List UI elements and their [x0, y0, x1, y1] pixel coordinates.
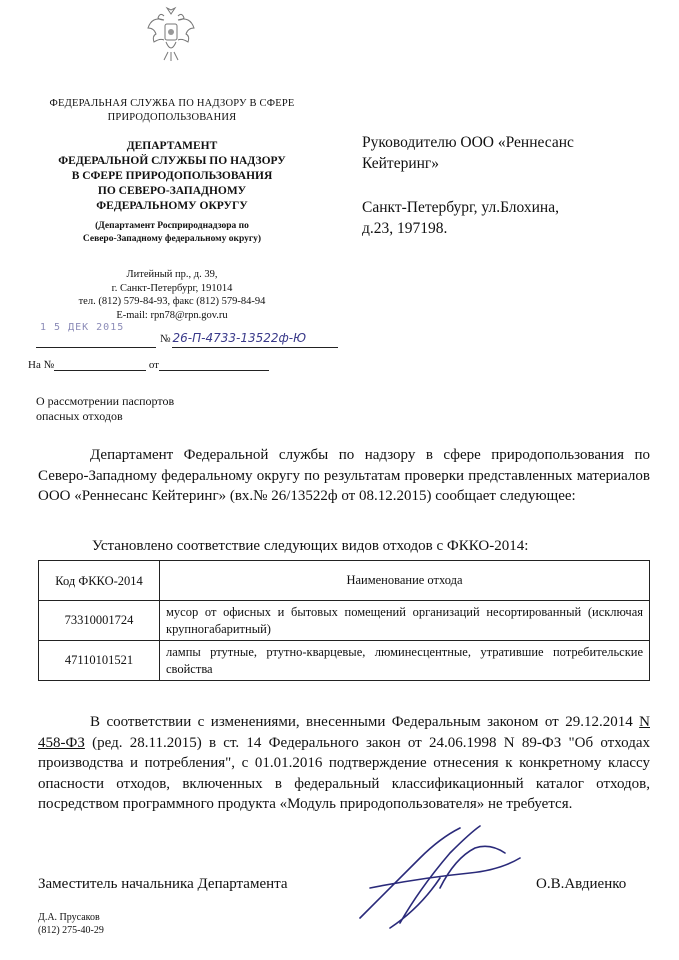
paragraph-text: В соответствии с изменениями, внесенными Федеральным законом от 29.12.2014 — [90, 714, 640, 730]
department-line: ФЕДЕРАЛЬНОМУ ОКРУГУ — [96, 200, 248, 212]
outgoing-number — [160, 331, 306, 345]
department-line: ДЕПАРТАМЕНТ — [126, 140, 218, 152]
reference-number-label: На № — [28, 359, 55, 371]
address-line: Литейный пр., д. 39, — [126, 269, 218, 280]
department-address — [22, 268, 322, 322]
address-line: тел. (812) 579-84-93, факс (812) 579-84-94 — [78, 296, 266, 307]
address-line: E-mail: rpn78@rpn.gov.ru — [116, 309, 228, 321]
waste-table — [38, 560, 650, 681]
reference-date-label: от — [148, 359, 159, 371]
recipient-line: Кейтеринг» — [362, 155, 440, 172]
header-code: Код ФККО-2014 — [39, 561, 160, 601]
letter-subject — [36, 394, 174, 424]
table-row — [39, 601, 650, 641]
recipient-block — [362, 132, 662, 239]
department-short-line: Северо-Западному федеральному округу) — [82, 234, 262, 244]
subject-line: О рассмотрении паспортов — [36, 394, 175, 408]
law-link[interactable]: N 458-ФЗ — [38, 714, 650, 751]
agency-name — [22, 97, 322, 125]
department-name — [22, 139, 322, 214]
established-statement: Установлено соответствие следующих видов отходов с ФККО-2014: — [92, 538, 529, 554]
table-header-row — [39, 561, 650, 601]
recipient-address-line: д.23, 197198. — [362, 220, 448, 237]
handwritten-number: 26-П-4733-13522ф-Ю — [172, 331, 307, 345]
reference-line — [28, 359, 269, 371]
signer-name: О.В.Авдиенко — [536, 876, 627, 892]
subject-line: опасных отходов — [36, 409, 123, 423]
agency-line: ПРИРОДОПОЛЬЗОВАНИЯ — [107, 112, 237, 123]
executor-name: Д.А. Прусаков — [38, 912, 100, 923]
waste-code: 73310001724 — [39, 601, 160, 641]
department-short-line: (Департамент Росприроднадзора по — [95, 221, 249, 231]
table-row — [39, 641, 650, 681]
body-paragraph: Департамент Федеральной службы по надзору в сфере природопользования по Северо-Западному федеральному округу по результатам проверки представленных материалов ООО «Реннесанс Кейтеринг» (вх.№ 26/13522ф от 08.12.2015) сообщает следующее: — [38, 447, 650, 504]
waste-code: 47110101521 — [39, 641, 160, 681]
header-name: Наименование отхода — [160, 561, 650, 601]
number-underline — [172, 347, 338, 348]
executor-phone: (812) 275-40-29 — [38, 924, 104, 936]
recipient-address-line: Санкт-Петербург, ул.Блохина, — [362, 199, 559, 216]
reference-date-blank — [159, 359, 269, 371]
number-label: № — [160, 333, 171, 345]
agency-line: ФЕДЕРАЛЬНАЯ СЛУЖБА ПО НАДЗОРУ В СФЕРЕ — [49, 98, 295, 109]
reference-number-blank — [54, 359, 146, 371]
date-stamp: 1 5 ДЕК 2015 — [40, 322, 125, 333]
signer-position: Заместитель начальника Департамента — [38, 876, 288, 892]
executor-info — [38, 912, 104, 937]
department-line: ПО СЕВЕРО-ЗАПАДНОМУ — [97, 185, 247, 197]
russian-coat-of-arms-icon — [146, 6, 196, 62]
department-short-name — [22, 220, 322, 246]
waste-name: мусор от офисных и бытовых помещений организаций несортированный (исключая крупногабаритный) — [160, 601, 650, 641]
department-line: В СФЕРЕ ПРИРОДОПОЛЬЗОВАНИЯ — [71, 170, 273, 182]
body-paragraph — [38, 712, 650, 815]
handwritten-signature — [330, 818, 540, 938]
recipient-line: Руководителю ООО «Реннесанс — [362, 134, 574, 151]
department-line: ФЕДЕРАЛЬНОЙ СЛУЖБЫ ПО НАДЗОРУ — [58, 155, 286, 167]
date-underline — [36, 347, 156, 348]
waste-name: лампы ртутные, ртутно-кварцевые, люминесцентные, утратившие потребительские свойства — [160, 641, 650, 681]
address-line: г. Санкт-Петербург, 191014 — [111, 282, 233, 294]
paragraph-text: (ред. 28.11.2015) в ст. 14 Федерального закон от 24.06.1998 N 89-ФЗ "Об отходах производства и потребления", с 01.01.2016 подтверждение отнесения к конкретному классу опасности отходов, включенных в федеральный классификационный каталог отходов, посредством программного продукта «Модуль природопользователя» не требуется. — [38, 734, 650, 812]
